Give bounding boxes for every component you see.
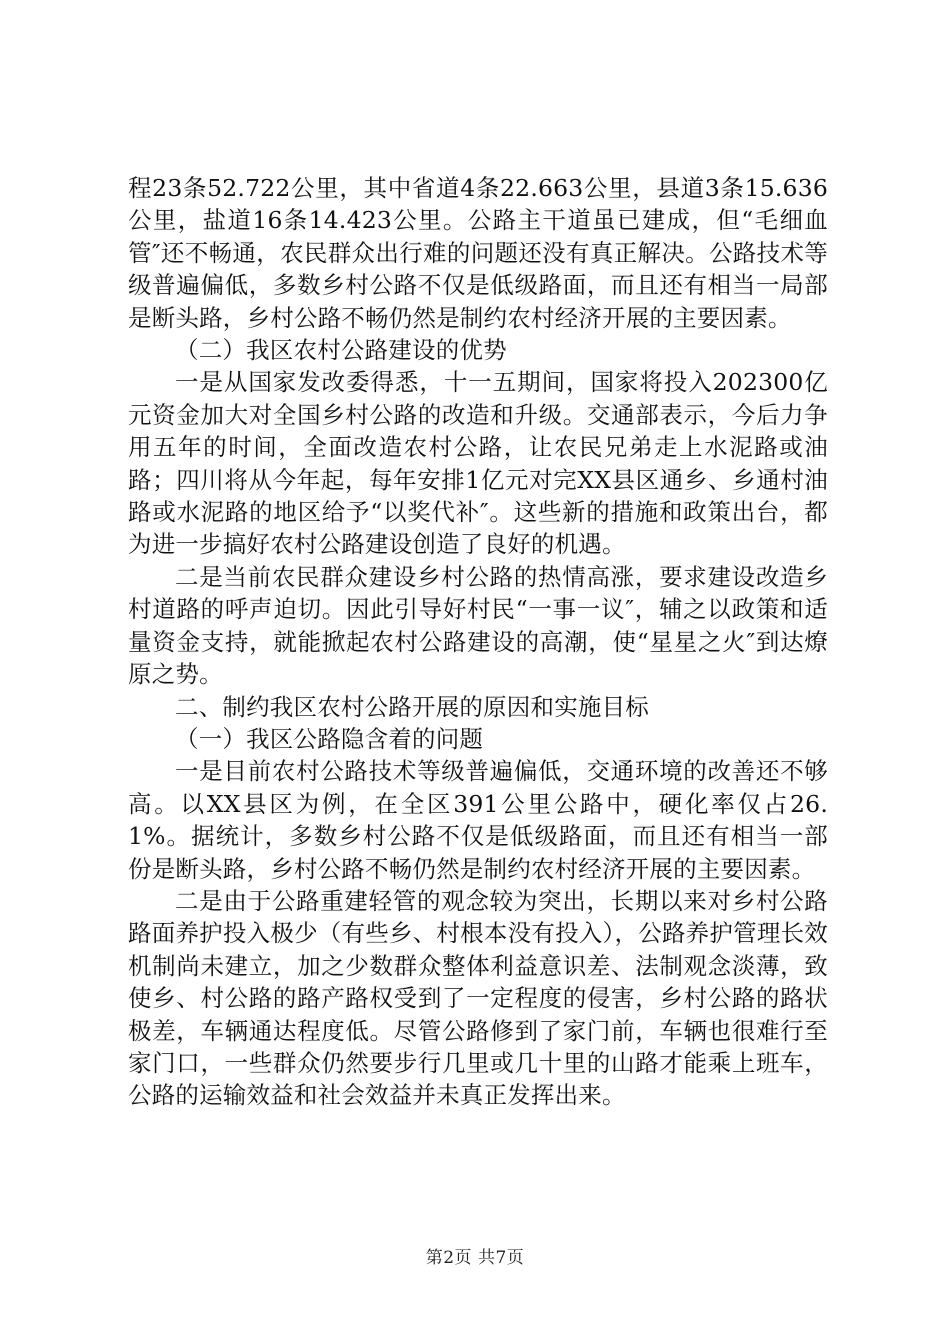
- paragraph-national-investment: 一是从国家发改委得悉，十一五期间，国家将投入202300亿元资金加大对全国乡村公路的改造和升级。交通部表示，今后力争用五年的时间，全面改造农村公路，让农民兄弟走上水泥路或油路；四川将从今年起，每年安排1亿元对完XX县区通乡、乡通村油路或水泥路的地区给予“以奖代补″。这些新的措施和政策出台，都为进一步搞好农村公路建设创造了良好的机遇。: [128, 368, 828, 559]
- paragraph-technical-level: 一是目前农村公路技术等级普遍偏低，交通环境的改善还不够高。以XX县区为例，在全区391公里公路中，硬化率仅占26.1%。据统计，多数乡村公路不仅是低级路面，而且还有相当一部份是断头路，乡村公路不畅仍然是制约农村经济开展的主要因素。: [128, 757, 828, 883]
- section-heading-advantages: （二）我区农村公路建设的优势: [175, 336, 507, 365]
- paragraph-road-mileage: 程23条52.722公里，其中省道4条22.663公里，县道3条15.636公里，盐道16条14.423公里。公路主干道虽已建成，但“毛细血管″还不畅通，农民群众出行难的问题还没有真正解决。公路技术等级普遍偏低，多数乡村公路不仅是低级路面，而且还有相当一局部是断头路，乡村公路不畅仍然是制约农村经济开展的主要因素。: [128, 174, 828, 332]
- section-heading-hidden-problems: （一）我区公路隐含着的问题: [175, 724, 484, 753]
- paragraph-farmer-enthusiasm: 二是当前农民群众建设乡村公路的热情高涨，要求建设改造乡村道路的呼声迫切。因此引导好村民“一事一议″，辅之以政策和适量资金支持，就能掀起农村公路建设的高潮，使“星星之火″到达燎原之势。: [128, 562, 828, 689]
- section-heading-constraints: 二、制约我区农村公路开展的原因和实施目标: [175, 692, 649, 721]
- document-body: [128, 172, 828, 1112]
- page-number-label: 第2页 共7页: [425, 1248, 525, 1268]
- paragraph-maintenance: 二是由于公路重建轻管的观念较为突出，长期以来对乡村公路路面养护投入极少（有些乡、村根本没有投入），公路养护管理长效机制尚未建立，加之少数群众整体利益意识差、法制观念淡薄，致使乡、村公路的路产路权受到了一定程度的侵害，乡村公路的路状极差，车辆通达程度低。尽管公路修到了家门前，车辆也很难行至家门口，一些群众仍然要步行几里或几十里的山路才能乘上班车，公路的运输效益和社会效益并未真正发挥出来。: [128, 886, 828, 1110]
- page-footer: [0, 1243, 950, 1268]
